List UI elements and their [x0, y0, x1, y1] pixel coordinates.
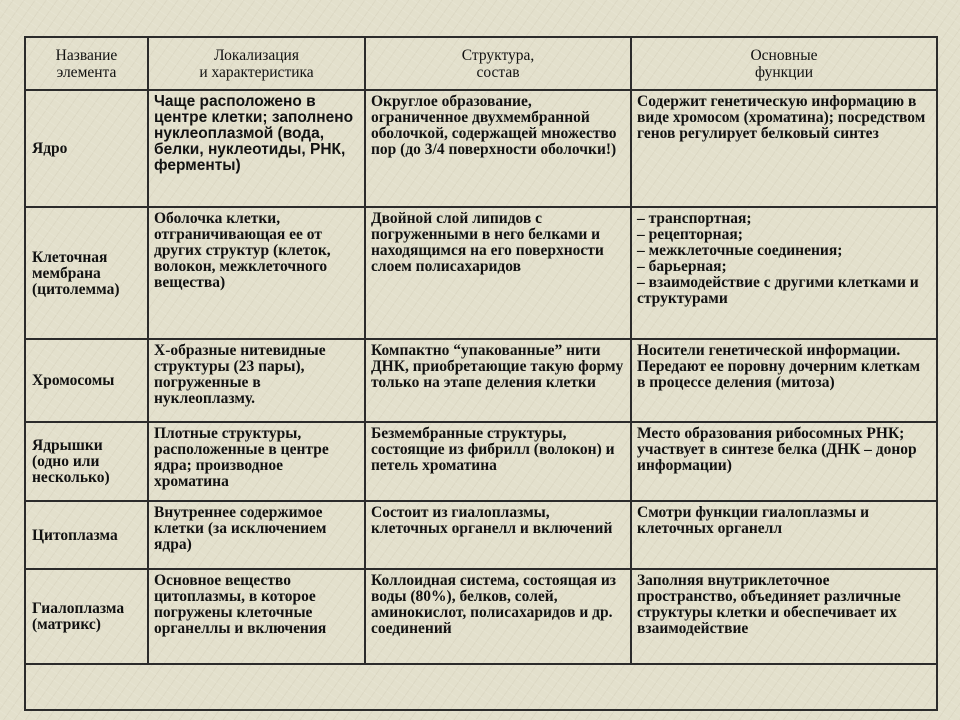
row-functions: – транспортная; – рецепторная; – межклеточные соединения; – барьерная; – взаимодействие с другими клетками и структурами [631, 207, 937, 339]
row-localization: Внутреннее содержимое клетки (за исключением ядра) [148, 501, 365, 569]
row-localization: Основное вещество цитоплазмы, в которое погружены клеточные органеллы и включения [148, 569, 365, 664]
header-structure: Структура, состав [365, 37, 631, 90]
table-row [25, 207, 937, 339]
table-row [25, 501, 937, 569]
header-functions: Основные функции [631, 37, 937, 90]
row-name: Цитоплазма [25, 501, 148, 569]
table-row [25, 90, 937, 207]
table-row [25, 422, 937, 501]
row-structure: Двойной слой липидов с погруженными в него белками и находящимся на его поверхности слоем полисахаридов [365, 207, 631, 339]
row-functions: Носители генетической информации. Передают ее поровну дочерним клеткам в процессе деления (митоза) [631, 339, 937, 422]
row-structure: Безмембранные структуры, состоящие из фибрилл (волокон) и петель хроматина [365, 422, 631, 501]
row-structure: Округлое образование, ограниченное двухмембранной оболочкой, содержащей множество пор (до 3/4 поверхности оболочки!) [365, 90, 631, 207]
table-row [25, 569, 937, 664]
cell-elements-table [24, 36, 938, 711]
row-localization: Чаще расположено в центре клетки; заполнено нуклеоплазмой (вода, белки, нуклеотиды, РНК, ферменты) [148, 90, 365, 207]
empty-cell [25, 664, 937, 710]
row-localization: Оболочка клетки, отграничивающая ее от других структур (клеток, волокон, межклеточного вещества) [148, 207, 365, 339]
row-functions: Содержит генетическую информацию в виде хромосом (хроматина); посредством генов регулирует белковый синтез [631, 90, 937, 207]
row-functions: Заполняя внутриклеточное пространство, объединяет различные структуры клетки и обеспечивает их взаимодействие [631, 569, 937, 664]
row-name: Ядро [25, 90, 148, 207]
header-localization: Локализация и характеристика [148, 37, 365, 90]
row-name: Хромосомы [25, 339, 148, 422]
row-structure: Коллоидная система, состоящая из воды (80%), белков, солей, аминокислот, полисахаридов и др. соединений [365, 569, 631, 664]
row-structure: Состоит из гиалоплазмы, клеточных органелл и включений [365, 501, 631, 569]
header-row [25, 37, 937, 90]
row-localization: Х-образные нитевидные структуры (23 пары), погруженные в нуклеоплазму. [148, 339, 365, 422]
row-name: Клеточная мембрана (цитолемма) [25, 207, 148, 339]
table-row [25, 339, 937, 422]
header-name: Название элемента [25, 37, 148, 90]
slide [24, 36, 936, 706]
row-functions: Место образования рибосомных РНК; участвует в синтезе белка (ДНК – донор информации) [631, 422, 937, 501]
row-name: Ядрышки (одно или несколько) [25, 422, 148, 501]
row-name: Гиалоплазма (матрикс) [25, 569, 148, 664]
empty-row [25, 664, 937, 710]
row-functions: Смотри функции гиалоплазмы и клеточных органелл [631, 501, 937, 569]
row-localization: Плотные структуры, расположенные в центре ядра; производное хроматина [148, 422, 365, 501]
row-structure: Компактно “упакованные” нити ДНК, приобретающие такую форму только на этапе деления клетки [365, 339, 631, 422]
